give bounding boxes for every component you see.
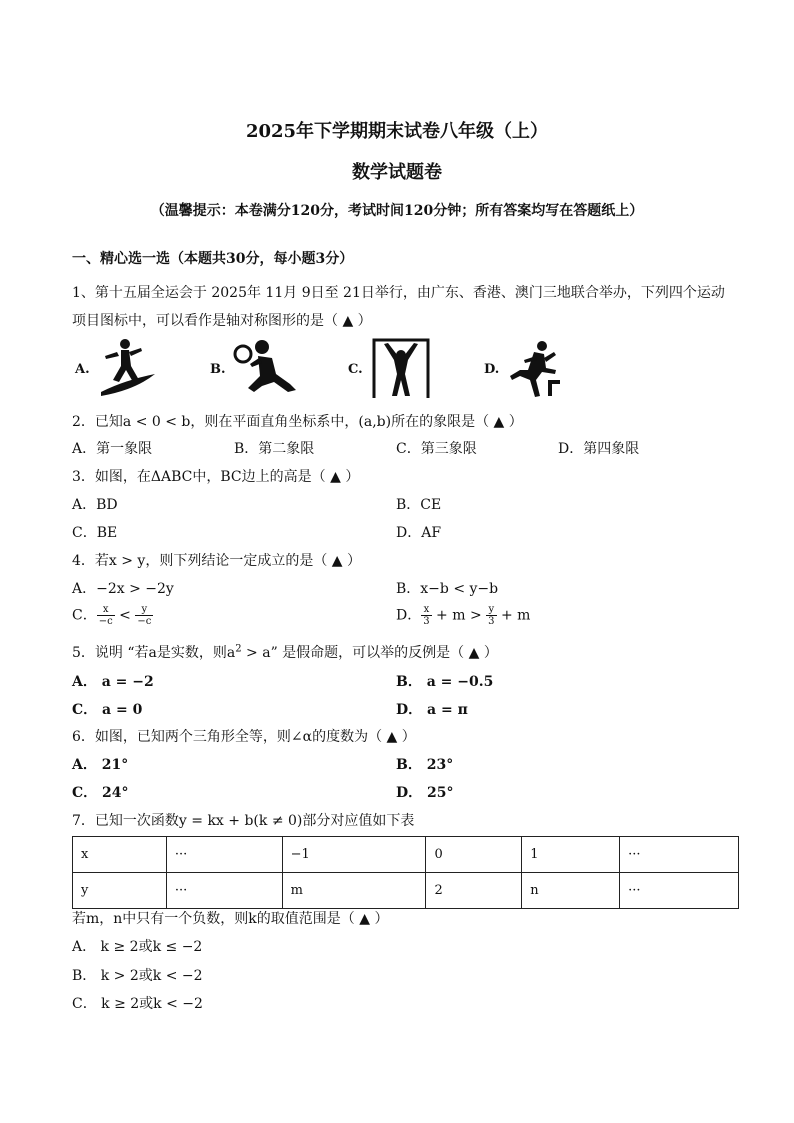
table-cell: x [73, 837, 167, 873]
option-b-label: B. [210, 362, 226, 377]
table-cell: ··· [166, 837, 282, 873]
q4-option-d-label: D． [396, 607, 422, 624]
question-7-stem: 7．已知一次函数y = kx + b(k ≠ 0)部分对应值如下表 [72, 813, 415, 829]
question-5-stem-end: > a” 是假命题，可以举的反例是（ ▲ ） [241, 645, 498, 661]
table-cell: ··· [166, 873, 282, 909]
q7-option-c: C． k ≥ 2或k < −2 [72, 996, 203, 1012]
surfer-icon [95, 336, 157, 398]
table-row [73, 873, 739, 909]
exam-note: （温馨提示：本卷满分120分，考试时间120分钟；所有答案均写在答题纸上） [150, 203, 644, 219]
fraction [135, 604, 153, 627]
fraction [486, 604, 496, 627]
q4-option-c-label: C． [72, 607, 97, 624]
fraction-numerator: y [135, 604, 153, 616]
q3-option-b: B．CE [396, 497, 442, 513]
expression-tail: + m [496, 607, 531, 624]
q5-option-b: B． a = −0.5 [396, 674, 494, 690]
table-cell: −1 [282, 837, 426, 873]
q6-option-a: A． 21° [72, 757, 129, 773]
q3-option-a: A．BD [72, 497, 118, 513]
fraction-denominator: 3 [423, 616, 430, 627]
expression-middle: + m > [431, 607, 487, 624]
q7-option-b: B． k > 2或k < −2 [72, 968, 203, 984]
table-row [73, 837, 739, 873]
page-title: 2025年下学期期末试卷八年级（上） [245, 121, 549, 142]
page-subtitle: 数学试题卷 [352, 162, 442, 183]
q5-option-a: A． a = −2 [72, 674, 154, 690]
q6-option-c: C． 24° [72, 785, 129, 801]
table-cell: ··· [620, 873, 739, 909]
volleyball-player-icon [232, 336, 300, 394]
table-cell: 1 [522, 837, 620, 873]
q2-option-c: C．第三象限 [396, 441, 477, 457]
fraction [97, 604, 115, 627]
q3-option-c: C．BE [72, 525, 118, 541]
fraction-numerator: y [486, 604, 496, 616]
question-6-stem: 6．如图，已知两个三角形全等，则∠α的度数为（ ▲ ） [72, 729, 416, 745]
question-5-stem [72, 642, 498, 662]
question-1-line-1: 1、第十五届全运会于 2025年 11月 9日至 21日举行，由广东、香港、澳门三地联合举办，下列四个运动 [72, 285, 725, 301]
table-cell: n [522, 873, 620, 909]
exponent: 2 [235, 643, 242, 655]
q4-option-c [72, 604, 153, 627]
q4-option-b: B．x−b < y−b [396, 581, 499, 597]
table-cell: y [73, 873, 167, 909]
question-5-stem-start: 5．说明 “若a是实数，则a [72, 645, 236, 661]
fraction [421, 604, 431, 627]
section-heading: 一、精心选一选（本题共30分，每小题3分） [72, 251, 354, 267]
question-4-stem: 4．若x > y，则下列结论一定成立的是（ ▲ ） [72, 553, 362, 569]
q3-option-d: D．AF [396, 525, 442, 541]
fraction-denominator: −c [98, 616, 113, 627]
q4-option-a: A．−2x > −2y [72, 581, 174, 597]
q6-option-d: D． 25° [396, 785, 454, 801]
q6-option-b: B． 23° [396, 757, 454, 773]
table-cell: m [282, 873, 426, 909]
gymnast-rings-icon [372, 338, 430, 400]
inequality-sign: < [114, 607, 136, 624]
question-3-stem: 3．如图，在ΔABC中，BC边上的高是（ ▲ ） [72, 469, 360, 485]
q2-option-a: A．第一象限 [72, 441, 153, 457]
table-cell: ··· [620, 837, 739, 873]
q2-option-d: D．第四象限 [558, 441, 640, 457]
q4-option-d [396, 604, 530, 627]
q5-option-c: C． a = 0 [72, 702, 143, 718]
question-2-stem: 2．已知a < 0 < b，则在平面直角坐标系中，(a,b)所在的象限是（ ▲ ） [72, 414, 523, 430]
q7-option-a: A． k ≥ 2或k ≤ −2 [72, 939, 203, 955]
fraction-numerator: x [421, 604, 431, 616]
question-7-condition: 若m，n中只有一个负数，则k的取值范围是（ ▲ ） [72, 911, 389, 927]
table-cell: 0 [426, 837, 522, 873]
fraction-denominator: 3 [488, 616, 495, 627]
q2-option-b: B．第二象限 [234, 441, 315, 457]
hurdler-icon [506, 340, 562, 400]
value-table [72, 836, 739, 909]
fraction-numerator: x [97, 604, 115, 616]
fraction-denominator: −c [137, 616, 152, 627]
table-cell: 2 [426, 873, 522, 909]
option-a-label: A. [75, 362, 90, 377]
option-d-label: D. [484, 362, 500, 377]
q5-option-d: D． a = π [396, 702, 468, 718]
option-c-label: C. [348, 362, 363, 377]
question-1-line-2: 项目图标中，可以看作是轴对称图形的是（ ▲ ） [72, 313, 372, 329]
